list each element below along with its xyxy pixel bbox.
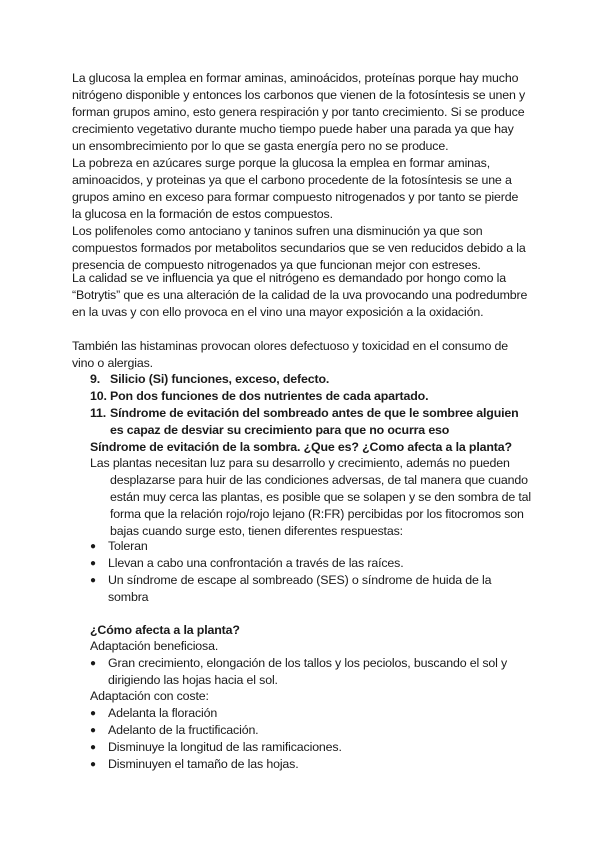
list-item-text: Adelanto de la fructificación.	[108, 723, 259, 737]
paragraph-histaminas: También las histaminas provocan olores defectuoso y toxicidad en el consumo de vino o alergias.	[72, 339, 508, 371]
list-item	[90, 722, 520, 739]
list-item-text: Toleran	[108, 539, 148, 553]
bullet-icon: ●	[90, 658, 96, 669]
numbered-item-9	[90, 371, 530, 388]
list-item	[90, 538, 520, 555]
item-text: Síndrome de evitación del sombreado antes de que le sombree alguien es capaz de desviar su crecimiento para que no ocurra eso	[110, 406, 519, 438]
bullet-icon: ●	[90, 558, 96, 569]
list-item	[90, 756, 520, 773]
item-text: Pon dos funciones de dos nutrientes de cada apartado.	[110, 389, 429, 403]
question-afecta-planta: ¿Cómo afecta a la planta?	[90, 623, 240, 637]
bullet-icon: ●	[90, 541, 96, 552]
cost-label: Adaptación con coste:	[90, 689, 209, 703]
bullet-icon: ●	[90, 759, 96, 770]
list-item	[90, 739, 520, 756]
paragraph-polifenoles: Los polifenoles como antociano y taninos sufren una disminución ya que son compuestos formados por metabolitos secundarios que se ven reducidos debido a la presencia de compuesto nitrogenados ya que funcionan mejor con estreses.	[72, 224, 526, 273]
numbered-item-11	[90, 405, 530, 439]
list-item	[90, 655, 520, 689]
list-item	[90, 555, 520, 572]
item-number: 9.	[90, 372, 101, 386]
list-item-text: Llevan a cabo una confrontación a través de las raíces.	[108, 556, 404, 570]
paragraph-calidad: La calidad se ve influencia ya que el nitrógeno es demandado por hongo como la “Botrytis” que es una alteración de la calidad de la uva provocando una podredumbre en la uvas y con ello provoca en el vino una mayor exposición a la oxidación.	[72, 271, 528, 320]
list-item	[90, 705, 520, 722]
numbered-item-10	[90, 388, 530, 405]
question-sindrome: Síndrome de evitación de la sombra. ¿Que es? ¿Como afecta a la planta?	[90, 440, 512, 454]
answer-sindrome: Las plantas necesitan luz para su desarrollo y crecimiento, además no pueden desplazarse para huir de las condiciones adversas, de tal manera que cuando están muy cerca las plantas, es posible que se solapen y se den sombra de tal forma que la relación rojo/rojo lejano (R:FR) percibidas por los fitocromos son bajas cuando surge esto, tienen diferentes respuestas:	[90, 456, 531, 539]
bullet-icon: ●	[90, 708, 96, 719]
item-number: 11.	[90, 406, 107, 420]
bullet-icon: ●	[90, 575, 96, 586]
list-item-text: Adelanta la floración	[108, 706, 218, 720]
list-item-text: Disminuye la longitud de las ramificaciones.	[108, 740, 342, 754]
bullet-icon: ●	[90, 725, 96, 736]
paragraph-glucosa: La glucosa la emplea en formar aminas, aminoácidos, proteínas porque hay mucho nitrógeno disponible y entonces los carbonos que vienen de la fotosíntesis se unen y forman grupos amino, esto genera respiración y por tanto crecimiento. Si se produce crecimiento vegetativo durante mucho tiempo puede haber una parada ya que hay un ensombrecimiento por lo que se gasta energía pero no se produce.	[72, 71, 526, 154]
list-item-text: Gran crecimiento, elongación de los tallos y los peciolos, buscando el sol y dirigiendo las hojas hacia el sol.	[108, 656, 508, 688]
bullet-icon: ●	[90, 742, 96, 753]
item-number: 10.	[90, 389, 107, 403]
list-item	[90, 572, 520, 606]
list-item-text: Un síndrome de escape al sombreado (SES) o síndrome de huida de la sombra	[108, 573, 492, 605]
paragraph-pobreza-azucares: La pobreza en azúcares surge porque la glucosa la emplea en formar aminas, aminoacidos, y proteinas ya que el carbono procedente de la fotosíntesis se une a grupos amino en exceso para formar compuesto nitrogenados y por tanto se pierde la glucosa en la formación de estos compuestos.	[72, 156, 519, 222]
item-text: Silicio (Si) funciones, exceso, defecto.	[110, 372, 330, 386]
list-item-text: Disminuyen el tamaño de las hojas.	[108, 757, 299, 771]
beneficial-label: Adaptación beneficiosa.	[90, 639, 219, 653]
